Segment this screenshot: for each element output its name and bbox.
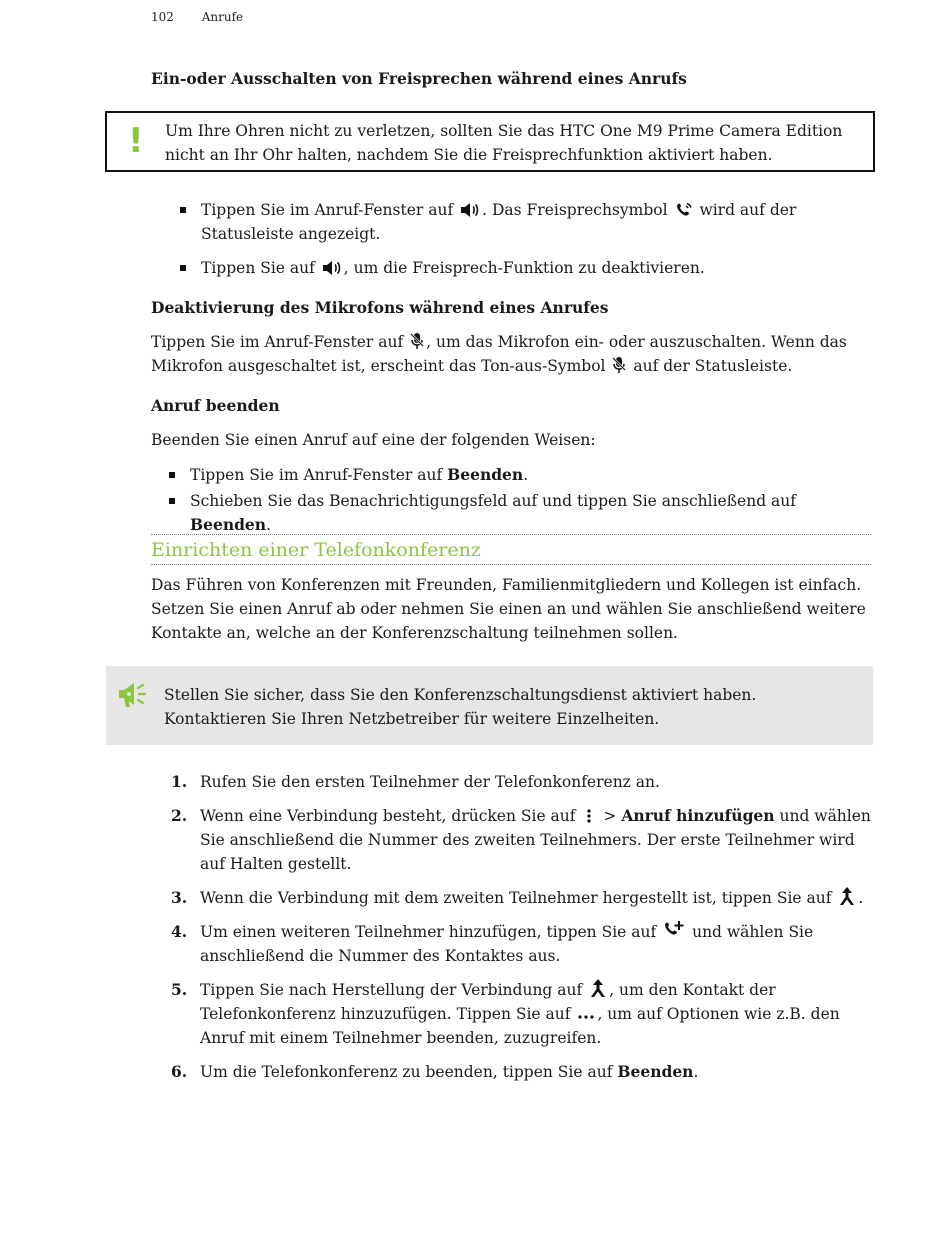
conference-steps (171, 770, 880, 1094)
list-item: 3. Wenn die Verbindung mit dem zweiten Teilnehmer hergestellt ist, tippen Sie auf . (171, 888, 864, 907)
tip-text: Stellen Sie sicher, dass Sie den Konferenzschaltungsdienst aktiviert haben. Kontaktieren Sie Ihren Netzbetreiber für weitere Einzelheiten. (164, 686, 757, 728)
more-vertical-icon (582, 808, 596, 824)
megaphone-icon (116, 680, 148, 714)
microphone-icon (410, 332, 424, 350)
list-item: 2. Wenn eine Verbindung besteht, drücken Sie auf > Anruf hinzufügen und wählen Sie anschließend die Nummer des zweiten Teilnehmers. Der erste Teilnehmer wird auf Halten gestellt. (171, 806, 871, 873)
end-call-intro: Beenden Sie einen Anruf auf eine der folgenden Weisen: (151, 431, 596, 449)
speaker-icon (322, 260, 342, 276)
speakerphone-status-icon (675, 202, 693, 218)
bullet (180, 207, 186, 213)
merge-call-icon (589, 978, 607, 998)
list-item: 6. Um die Telefonkonferenz zu beenden, tippen Sie auf Beenden. (171, 1062, 699, 1081)
mute-status-icon (612, 356, 626, 374)
running-header (151, 10, 243, 24)
list-item: 4. Um einen weiteren Teilnehmer hinzufügen, tippen Sie auf und wählen Sie anschließend die Nummer des Kontaktes aus. (171, 922, 814, 965)
list-item: 1. Rufen Sie den ersten Teilnehmer der Telefonkonferenz an. (171, 772, 660, 791)
mute-text: Tippen Sie im Anruf-Fenster auf , um das Mikrofon ein- oder auszuschalten. Wenn das Mikrofon ausgeschaltet ist, erscheint das Ton-aus-Symbol auf der Statusleiste. (151, 333, 847, 375)
speaker-list (201, 198, 871, 280)
end-call-list (190, 463, 880, 537)
add-call-icon (663, 920, 685, 940)
section-name: Anrufe (201, 10, 244, 24)
speaker-heading: Ein-oder Ausschalten von Freisprechen während eines Anrufs (151, 69, 687, 88)
list-item: Schieben Sie das Benachrichtigungsfeld auf und tippen Sie anschließend auf Beenden. (190, 489, 880, 537)
section-rule-bottom (151, 564, 871, 565)
list-item: Tippen Sie im Anruf-Fenster auf Beenden. (190, 463, 880, 487)
mute-heading: Deaktivierung des Mikrofons während eines Anrufes (151, 298, 609, 317)
bullet (169, 498, 175, 504)
more-horizontal-icon (577, 1012, 595, 1022)
merge-call-icon (838, 886, 856, 906)
bullet (180, 265, 186, 271)
list-item: Tippen Sie auf , um die Freisprech-Funktion zu deaktivieren. (201, 256, 871, 280)
speaker-icon (460, 202, 480, 218)
warning-text: Um Ihre Ohren nicht zu verletzen, sollten Sie das HTC One M9 Prime Camera Edition nicht an Ihr Ohr halten, nachdem Sie die Freisprechfunktion aktiviert haben. (165, 122, 843, 164)
conference-intro: Das Führen von Konferenzen mit Freunden, Familienmitgliedern und Kollegen ist einfach. Setzen Sie einen Anruf ab oder nehmen Sie einen an und wählen Sie anschließend weitere Kontakte an, welche an der Konferenzschaltung teilnehmen sollen. (151, 576, 866, 642)
bullet (169, 472, 175, 478)
conference-title: Einrichten einer Telefonkonferenz (151, 539, 481, 561)
section-rule-top (151, 534, 871, 535)
exclamation-icon: ! (128, 121, 144, 161)
tip-box (106, 666, 873, 745)
list-item: Tippen Sie im Anruf-Fenster auf . Das Freisprechsymbol wird auf der Statusleiste angezeigt. (201, 198, 871, 246)
warning-box (105, 111, 875, 172)
page-number: 102 (151, 10, 174, 24)
end-call-heading: Anruf beenden (151, 396, 280, 415)
list-item: 5. Tippen Sie nach Herstellung der Verbindung auf , um den Kontakt der Telefonkonferenz hinzuzufügen. Tippen Sie auf , um auf Optionen wie z.B. den Anruf mit einem Teilnehmer beenden, zuzugreifen. (171, 980, 840, 1047)
